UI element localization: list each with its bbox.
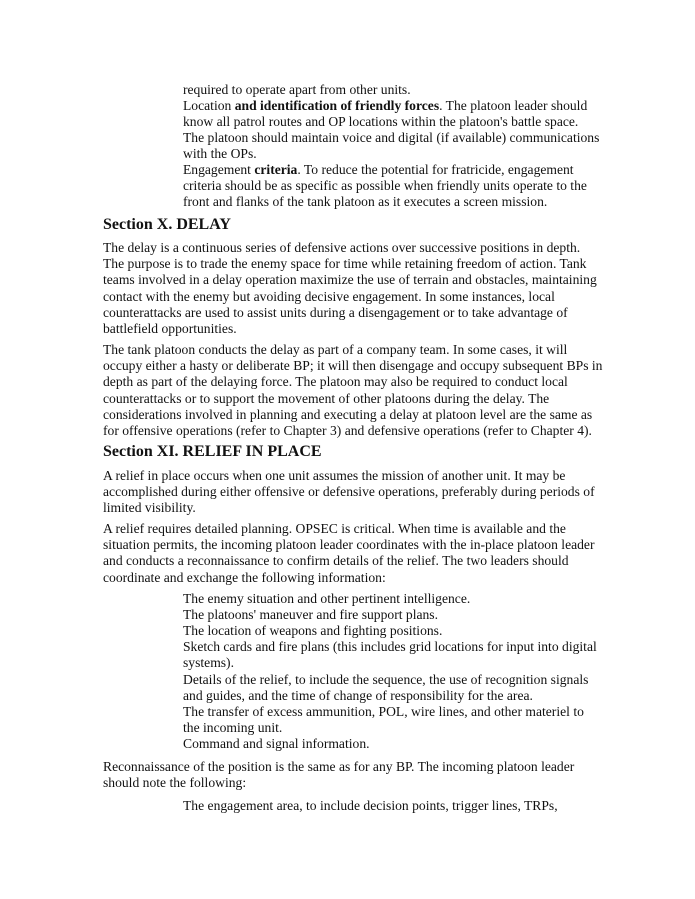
paragraph: A relief in place occurs when one unit assumes the mission of another unit. It may be accomplished during either offensive or defensive operations, preferably during periods of limited visibility. <box>103 468 595 516</box>
item-text: Location <box>183 98 235 113</box>
bold-term: criteria <box>254 162 298 177</box>
list-item: The transfer of excess ammunition, POL, wire lines, and other materiel to the incoming unit. <box>183 704 584 736</box>
list-item: Command and signal information. <box>183 736 370 751</box>
list-item: The platoons' maneuver and fire support plans. <box>183 607 438 622</box>
section-heading: Section XI. RELIEF IN PLACE <box>103 443 322 460</box>
list-item: The enemy situation and other pertinent intelligence. <box>183 591 471 606</box>
section-heading: Section X. DELAY <box>103 216 231 233</box>
paragraph: A relief requires detailed planning. OPSEC is critical. When time is available and the situation permits, the incoming platoon leader coordinates with the in-place platoon leader and conducts a reconnaissance to confirm details of the relief. The two leaders should coordinate and exchange the following information: <box>103 521 595 585</box>
item-text: Engagement <box>183 162 255 177</box>
list-item <box>183 162 603 211</box>
list-item: Sketch cards and fire plans (this includes grid locations for input into digital systems). <box>183 639 597 671</box>
paragraph: The tank platoon conducts the delay as part of a company team. In some cases, it will occupy either a hasty or deliberate BP; it will then disengage and occupy subsequent BPs in depth as part of the delaying force. The platoon may also be required to conduct local counterattacks or to support the movement of other platoons during the delay. The considerations involved in planning and executing a delay at platoon level are the same as for offensive operations (refer to Chapter 3) and defensive operations (refer to Chapter 4). <box>103 342 603 439</box>
list-item <box>183 98 603 130</box>
list-item: The platoon should maintain voice and digital (if available) communications with the OPs. <box>183 130 600 162</box>
paragraph: Reconnaissance of the position is the same as for any BP. The incoming platoon leader should note the following: <box>103 759 575 791</box>
list-item: The engagement area, to include decision points, trigger lines, TRPs, <box>183 798 558 813</box>
list-item: required to operate apart from other units. <box>183 82 411 97</box>
bold-term: and identification of friendly forces <box>234 98 440 113</box>
list-item: The location of weapons and fighting positions. <box>183 623 443 638</box>
list-item: Details of the relief, to include the sequence, the use of recognition signals and guides, and the time of change of responsibility for the area. <box>183 672 589 704</box>
item-text: . The platoon leader should know all patrol routes and OP locations within the platoon's battle space. <box>183 98 588 130</box>
item-text: . To reduce the potential for fratricide, engagement criteria should be as specific as possible when friendly units operate to the front and flanks of the tank platoon as it executes a screen mission. <box>183 162 587 210</box>
paragraph: The delay is a continuous series of defensive actions over successive positions in depth. The purpose is to trade the enemy space for time while retaining freedom of action. Tank teams involved in a delay operation maximize the use of terrain and obstacles, maintaining contact with the enemy but avoiding decisive engagement. In some instances, local counterattacks are used to assist units during a disengagement or to take advantage of battlefield opportunities. <box>103 240 597 337</box>
